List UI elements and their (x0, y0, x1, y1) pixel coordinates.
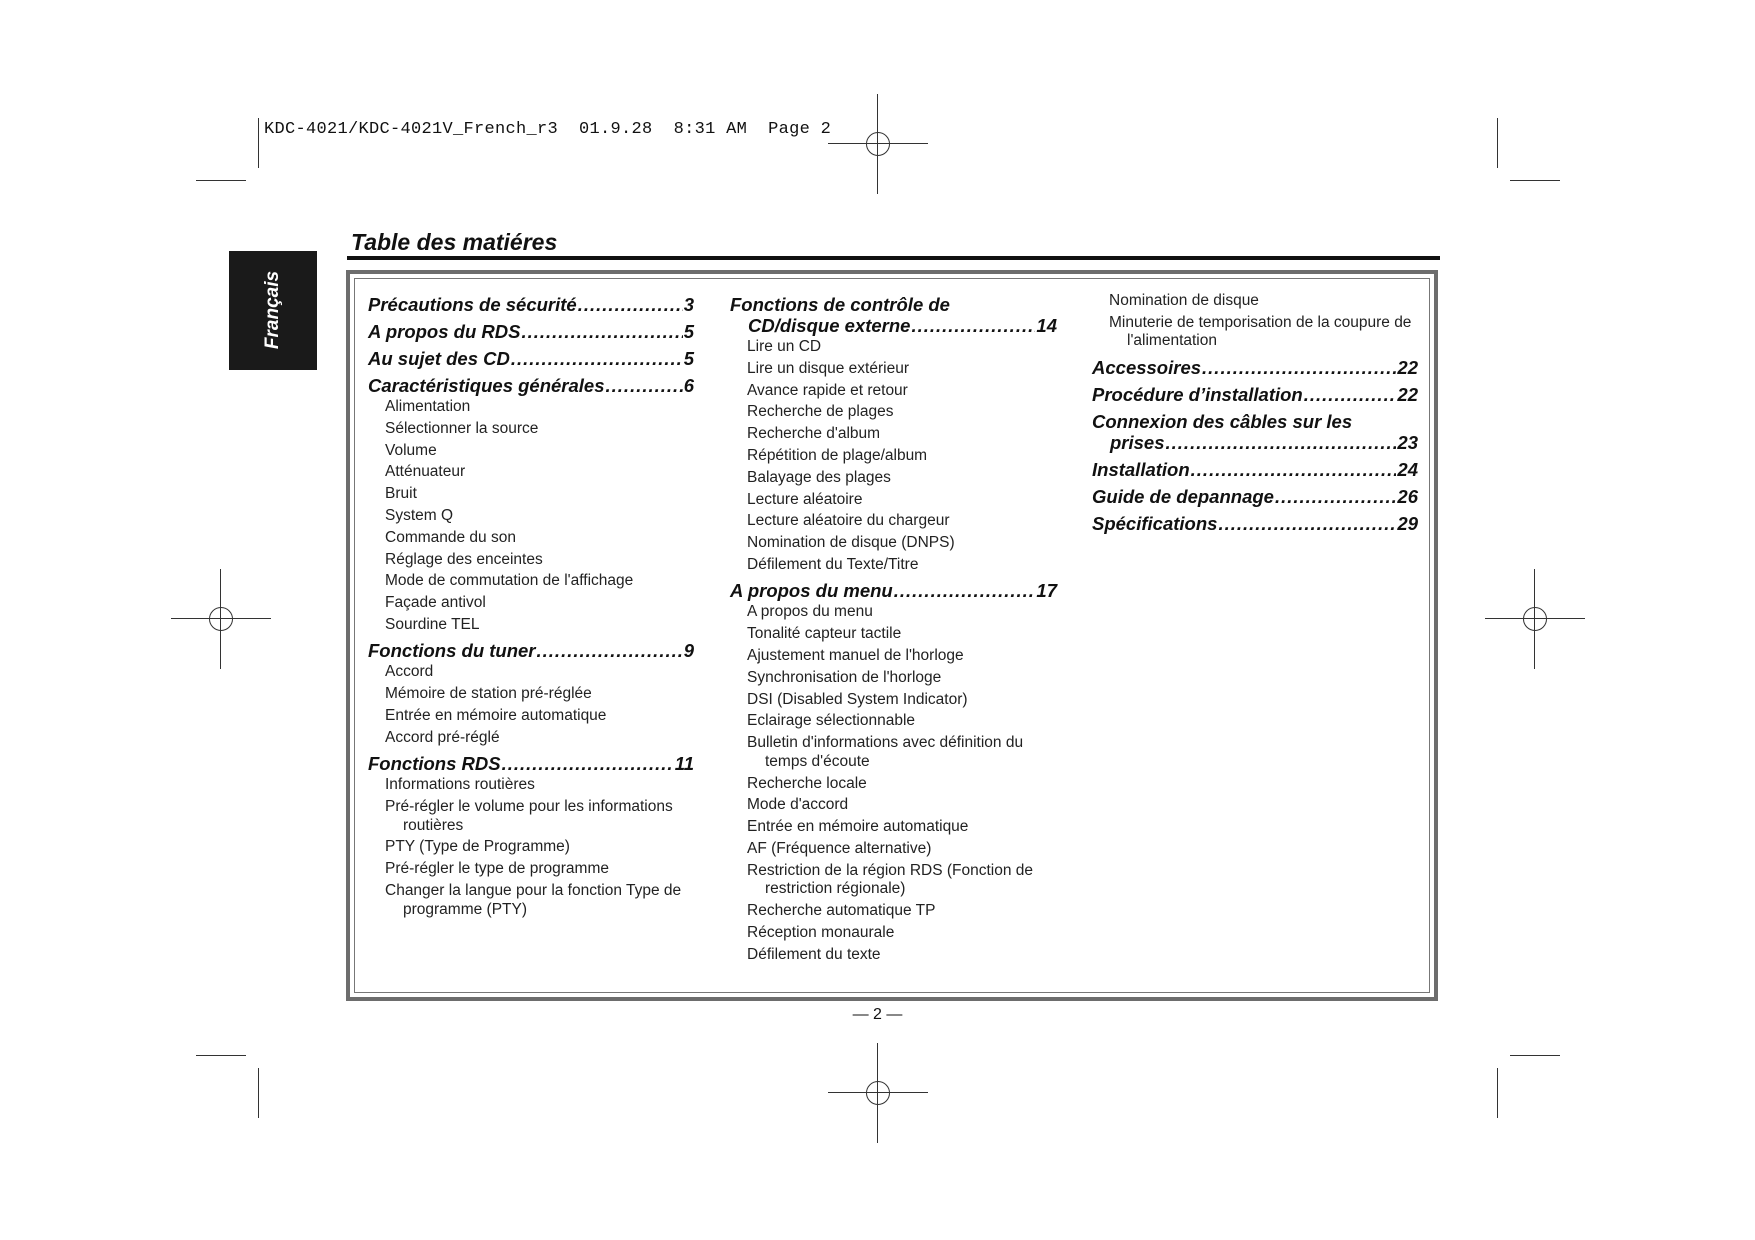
toc-subitems (1092, 292, 1418, 351)
toc-item: Commande du son (385, 528, 516, 546)
toc-item: Accord pré-réglé (385, 728, 500, 746)
toc-item: Pré-régler le type de programme (385, 860, 609, 878)
toc-heading: Installation ..... 24 (1092, 459, 1418, 480)
language-tab-label: Français (262, 270, 283, 350)
crop-mark (258, 1068, 259, 1118)
toc-subitems (368, 776, 694, 919)
toc-item: Nomination de disque (1109, 292, 1259, 309)
toc-column-3 (1092, 288, 1418, 534)
crop-mark (196, 180, 246, 181)
toc-item: Avance rapide et retour (747, 381, 908, 399)
toc-subitems (730, 603, 1057, 964)
toc-item: Eclairage sélectionnable (747, 712, 916, 730)
page-number: — 2 — (852, 1006, 903, 1023)
toc-item: Synchronisation de l'horloge (747, 668, 942, 686)
page-title: Table des matiéres (351, 229, 558, 255)
toc-item: Alimentation (385, 398, 471, 415)
toc-item: Ajustement manuel de l'horloge (747, 647, 964, 665)
toc-item: Bruit (385, 485, 417, 503)
toc-item: Changer la langue pour la fonction Type de programme (PTY) (385, 882, 682, 918)
toc-heading: Fonctions du tuner ..... 9 (368, 640, 694, 661)
toc-item: Entrée en mémoire automatique (747, 818, 969, 836)
toc-heading: Accessoires ..... 22 (1092, 357, 1418, 378)
toc-item: Restriction de la région RDS (Fonction de restriction régionale) (747, 861, 1034, 898)
toc-item: Réception monaurale (747, 923, 895, 941)
toc-item: Lecture aléatoire (747, 490, 863, 508)
toc-item: Recherche de plages (747, 403, 894, 421)
toc-heading: Fonctions RDS ..... 11 (368, 753, 694, 774)
toc-item: Atténuateur (385, 463, 466, 481)
toc-column-1 (368, 288, 694, 922)
toc-item: Lire un disque extérieur (747, 359, 909, 377)
toc-item: Lecture aléatoire du chargeur (747, 512, 950, 530)
crop-mark (1497, 118, 1498, 168)
language-tab (229, 251, 317, 370)
toc-item: Répétition de plage/album (747, 446, 928, 464)
toc-item: Balayage des plages (747, 468, 891, 486)
registration-mark-top (828, 94, 928, 194)
registration-mark-left (171, 569, 271, 669)
toc-item: Recherche d'album (747, 425, 881, 443)
toc-item: Réglage des enceintes (385, 550, 543, 568)
toc-item: Minuterie de temporisation de la coupure de l'alimentation (1109, 313, 1412, 350)
toc-heading: Fonctions de contrôle de CD/disque externe ..... 14 (730, 294, 1057, 336)
toc-heading: Caractéristiques générales ..... 6 (368, 375, 694, 396)
toc-item: Informations routières (385, 776, 535, 794)
toc-heading: Connexion des câbles sur les prises ..... 23 (1092, 411, 1418, 453)
toc-item: Entrée en mémoire automatique (385, 707, 607, 725)
toc-heading: Précautions de sécurité ..... 3 (368, 294, 694, 315)
toc-item: Pré-régler le volume pour les informations routières (385, 798, 673, 834)
registration-mark-bottom (828, 1043, 928, 1143)
toc-item: Nomination de disque (DNPS) (747, 534, 955, 552)
toc-item: Mode de commutation de l'affichage (385, 572, 634, 590)
print-slug: KDC-4021/KDC-4021V_French_r3 01.9.28 8:31 AM Page 2 (264, 120, 832, 139)
toc-item: Sélectionner la source (385, 419, 539, 437)
toc-column-2 (730, 288, 1057, 967)
toc-subitems (730, 338, 1057, 574)
toc-item: AF (Fréquence alternative) (747, 839, 932, 857)
toc-item: Tonalité capteur tactile (747, 625, 902, 643)
toc-item: DSI (Disabled System Indicator) (747, 690, 968, 708)
toc-item: Volume (385, 441, 437, 459)
title-rule (347, 256, 1440, 260)
toc-item: Défilement du texte (747, 945, 881, 963)
toc-item: System Q (385, 506, 454, 524)
toc-item: Mode d'accord (747, 796, 849, 814)
toc-item: Recherche locale (747, 774, 867, 792)
toc-item: Accord (385, 663, 434, 681)
crop-mark (1510, 1055, 1560, 1056)
toc-item: PTY (Type de Programme) (385, 838, 570, 856)
crop-mark (196, 1055, 246, 1056)
toc-item: Mémoire de station pré-réglée (385, 685, 592, 703)
toc-item: Sourdine TEL (385, 615, 480, 633)
crop-mark (1510, 180, 1560, 181)
toc-item: Lire un CD (747, 338, 822, 355)
toc-heading: Au sujet des CD ..... 5 (368, 348, 694, 369)
toc-heading: A propos du menu ..... 17 (730, 580, 1057, 601)
toc-item: Bulletin d'informations avec définition du temps d'écoute (747, 734, 1024, 770)
toc-item: Façade antivol (385, 594, 486, 612)
toc-item: Recherche automatique TP (747, 902, 936, 920)
toc-subitems (368, 398, 694, 634)
crop-mark (258, 118, 259, 168)
toc-item: Défilement du Texte/Titre (747, 555, 919, 573)
toc-heading: Spécifications ..... 29 (1092, 513, 1418, 534)
toc-heading: Guide de depannage ..... 26 (1092, 486, 1418, 507)
toc-subitems (368, 663, 694, 747)
crop-mark (1497, 1068, 1498, 1118)
toc-heading: A propos du RDS ..... 5 (368, 321, 694, 342)
toc-heading: Procédure d’installation ..... 22 (1092, 384, 1418, 405)
registration-mark-right (1485, 569, 1585, 669)
toc-item: A propos du menu (747, 603, 873, 621)
